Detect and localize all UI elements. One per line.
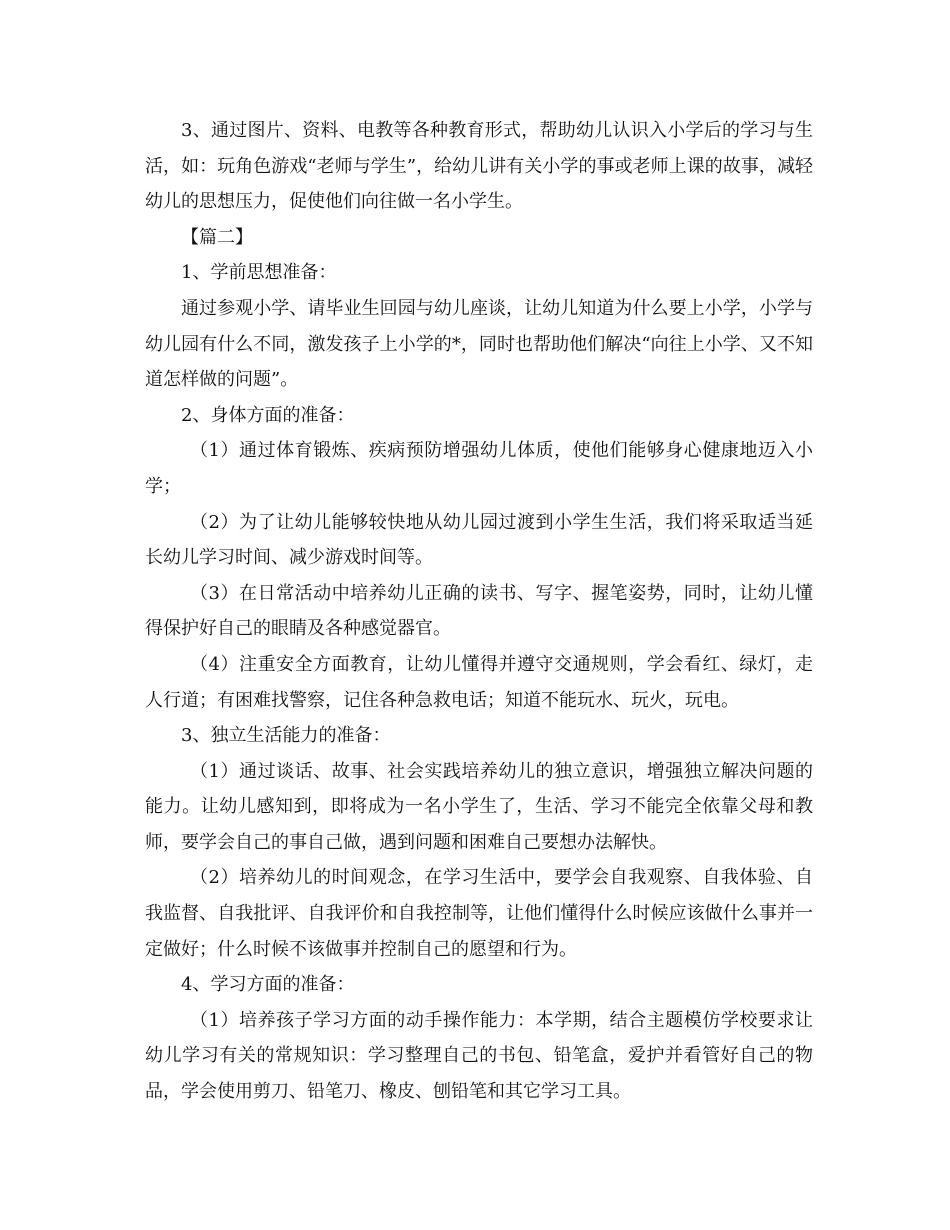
heading-mental-preparation: 1、学前思想准备： [181,262,337,284]
heading-physical-preparation: 2、身体方面的准备： [181,404,355,426]
paragraph-independence-1: （1）通过谈话、故事、社会实践培养幼儿的独立意识，增强独立解决问题的能力。让幼儿感知到，即将成为一名小学生了，生活、学习不能完全依靠父母和教师，要学会自己的事自己做，遇到问题和困难自己要想办法解快。 [145,760,813,853]
paragraph-physical-2: （2）为了让幼儿能够较快地从幼儿园过渡到小学生生活，我们将采取适当延长幼儿学习时间、减少游戏时间等。 [145,511,813,569]
paragraph-physical-1: （1）通过体育锻炼、疾病预防增强幼儿体质，使他们能够身心健康地迈入小学； [145,440,813,497]
paragraph-independence-2: （2）培养幼儿的时间观念，在学习生活中，要学会自我观察、自我体验、自我监督、自我批评、自我评价和自我控制等，让他们懂得什么时候应该做什么事并一定做好；什么时候不该做事并控制自己的愿望和行为。 [145,867,813,960]
paragraph-school-visit: 通过参观小学、请毕业生回园与幼儿座谈，让幼儿知道为什么要上小学，小学与幼儿园有什么不同，激发孩子上小学的*，同时也帮助他们解决“向往上小学、又不知道怎样做的问题”。 [145,297,813,391]
paragraph-item-3: 3、通过图片、资料、电教等各种教育形式，帮助幼儿认识入小学后的学习与生活，如：玩角色游戏“老师与学生”，给幼儿讲有关小学的事或老师上课的故事，减轻幼儿的思想压力，促使他们向往做一名小学生。 [145,120,813,213]
section-heading-part-two: 【篇二】 [181,226,253,248]
heading-learning-preparation: 4、学习方面的准备： [181,974,355,996]
paragraph-physical-3: （3）在日常活动中培养幼儿正确的读书、写字、握笔姿势，同时，让幼儿懂得保护好自己的眼睛及各种感觉器官。 [145,582,813,640]
paragraph-physical-4: （4）注重安全方面教育，让幼儿懂得并遵守交通规则，学会看红、绿灯，走人行道；有困难找警察，记住各种急救电话；知道不能玩水、玩火，玩电。 [145,653,813,711]
heading-independence-preparation: 3、独立生活能力的准备： [181,725,391,747]
document-body [145,113,813,1110]
paragraph-learning-1: （1）培养孩子学习方面的动手操作能力：本学期，结合主题模仿学校要求让幼儿学习有关的常规知识：学习整理自己的书包、铅笔盒，爱护并看管好自己的物品，学会使用剪刀、铅笔刀、橡皮、刨铅笔和其它学习工具。 [145,1009,813,1103]
